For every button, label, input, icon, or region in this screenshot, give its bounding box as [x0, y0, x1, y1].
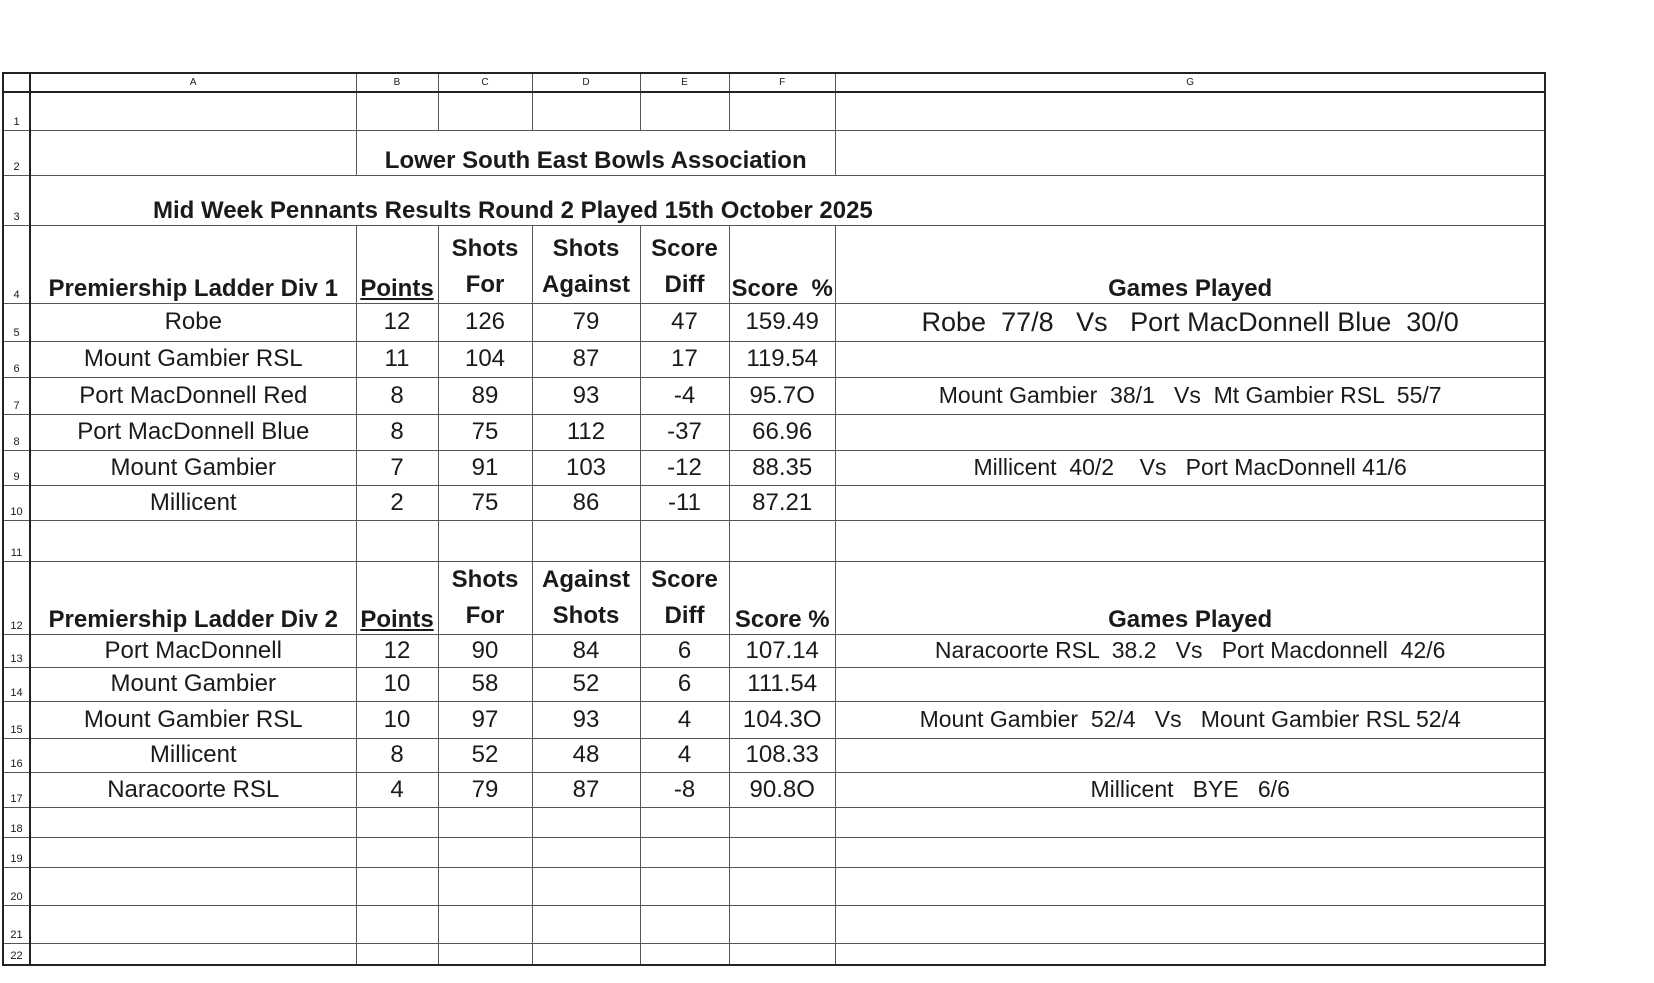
cell[interactable] — [835, 414, 1545, 450]
team-shots-for[interactable]: 97 — [438, 701, 532, 738]
column-header-g[interactable]: G — [835, 73, 1545, 92]
cell[interactable] — [438, 905, 532, 943]
cell[interactable] — [835, 905, 1545, 943]
cell[interactable] — [438, 807, 532, 837]
team-points[interactable]: 8 — [356, 738, 438, 772]
sheet-subtitle[interactable]: Mid Week Pennants Results Round 2 Played 15th October 2025 — [30, 175, 1545, 225]
team-points[interactable]: 8 — [356, 414, 438, 450]
team-name[interactable]: Millicent — [30, 485, 356, 520]
game-result[interactable]: Millicent 40/2 Vs Port MacDonnell 41/6 — [835, 450, 1545, 485]
column-header-e[interactable]: E — [640, 73, 729, 92]
div2-points-heading[interactable]: Points — [356, 561, 438, 634]
cell[interactable] — [729, 520, 835, 561]
row-header-4[interactable]: 4 — [3, 225, 30, 303]
team-shots-against[interactable]: 93 — [532, 377, 640, 414]
cell[interactable] — [532, 837, 640, 867]
team-score-pct[interactable]: 66.96 — [729, 414, 835, 450]
row-header-2[interactable]: 2 — [3, 130, 30, 175]
cell[interactable] — [30, 943, 356, 965]
cell[interactable] — [356, 943, 438, 965]
team-shots-for[interactable]: 91 — [438, 450, 532, 485]
team-shots-against[interactable]: 79 — [532, 303, 640, 341]
team-points[interactable]: 10 — [356, 701, 438, 738]
cell[interactable] — [729, 807, 835, 837]
sheet-title[interactable]: Lower South East Bowls Association — [356, 130, 835, 175]
row-header-10[interactable]: 10 — [3, 485, 30, 520]
team-score-pct[interactable]: 111.54 — [729, 667, 835, 701]
row-header-7[interactable]: 7 — [3, 377, 30, 414]
column-header-d[interactable]: D — [532, 73, 640, 92]
cell[interactable] — [640, 807, 729, 837]
team-points[interactable]: 4 — [356, 772, 438, 807]
cell[interactable] — [532, 905, 640, 943]
team-shots-for[interactable]: 75 — [438, 485, 532, 520]
team-name[interactable]: Robe — [30, 303, 356, 341]
team-points[interactable]: 8 — [356, 377, 438, 414]
team-points[interactable]: 10 — [356, 667, 438, 701]
team-name[interactable]: Port MacDonnell Blue — [30, 414, 356, 450]
team-shots-for[interactable]: 90 — [438, 634, 532, 667]
cell[interactable] — [438, 837, 532, 867]
heading-line: Shots — [552, 234, 620, 262]
team-points[interactable]: 7 — [356, 450, 438, 485]
team-score-diff[interactable]: -12 — [640, 450, 729, 485]
row-header-22[interactable]: 22 — [3, 943, 30, 965]
team-name[interactable]: Mount Gambier — [30, 450, 356, 485]
row-header-13[interactable]: 13 — [3, 634, 30, 667]
cell[interactable] — [640, 905, 729, 943]
column-header-c[interactable]: C — [438, 73, 532, 92]
team-score-diff[interactable]: -4 — [640, 377, 729, 414]
div1-score-pct-heading[interactable]: Score % — [729, 225, 835, 303]
cell[interactable] — [356, 807, 438, 837]
team-name[interactable]: Port MacDonnell Red — [30, 377, 356, 414]
team-score-pct[interactable]: 95.7O — [729, 377, 835, 414]
team-name[interactable]: Millicent — [30, 738, 356, 772]
cell[interactable] — [835, 867, 1545, 905]
column-header-f[interactable]: F — [729, 73, 835, 92]
team-score-pct[interactable]: 88.35 — [729, 450, 835, 485]
cell[interactable] — [438, 867, 532, 905]
team-shots-for[interactable]: 104 — [438, 341, 532, 377]
heading-line: For — [465, 270, 505, 298]
team-name[interactable]: Mount Gambier RSL — [30, 341, 356, 377]
team-name[interactable]: Naracoorte RSL — [30, 772, 356, 807]
team-points[interactable]: 11 — [356, 341, 438, 377]
cell[interactable] — [438, 943, 532, 965]
cell[interactable] — [640, 92, 729, 130]
div2-against-shots-heading[interactable] — [532, 561, 640, 634]
game-result[interactable]: Robe 77/8 Vs Port MacDonnell Blue 30/0 — [835, 303, 1545, 341]
row-header-18[interactable]: 18 — [3, 807, 30, 837]
cell[interactable] — [729, 837, 835, 867]
cell[interactable] — [835, 738, 1545, 772]
team-score-pct[interactable]: 159.49 — [729, 303, 835, 341]
row-header-3[interactable]: 3 — [3, 175, 30, 225]
div2-games-heading[interactable]: Games Played — [835, 561, 1545, 634]
team-shots-against[interactable]: 48 — [532, 738, 640, 772]
team-shots-against[interactable]: 52 — [532, 667, 640, 701]
team-shots-for[interactable]: 79 — [438, 772, 532, 807]
team-shots-against[interactable]: 87 — [532, 772, 640, 807]
spreadsheet-grid — [2, 72, 1546, 966]
team-score-diff[interactable]: 17 — [640, 341, 729, 377]
cell[interactable] — [835, 667, 1545, 701]
cell[interactable] — [729, 92, 835, 130]
div1-points-heading[interactable]: Points — [356, 225, 438, 303]
cell[interactable] — [729, 905, 835, 943]
team-shots-against[interactable]: 103 — [532, 450, 640, 485]
team-score-diff[interactable]: -11 — [640, 485, 729, 520]
team-score-pct[interactable]: 119.54 — [729, 341, 835, 377]
cell[interactable] — [356, 867, 438, 905]
cell[interactable] — [532, 807, 640, 837]
row-header-17[interactable]: 17 — [3, 772, 30, 807]
game-result[interactable]: Mount Gambier 52/4 Vs Mount Gambier RSL 52/4 — [835, 701, 1545, 738]
row-header-19[interactable]: 19 — [3, 837, 30, 867]
cell[interactable] — [835, 837, 1545, 867]
game-result[interactable]: Mount Gambier 38/1 Vs Mt Gambier RSL 55/7 — [835, 377, 1545, 414]
row-header-20[interactable]: 20 — [3, 867, 30, 905]
div1-shots-against-heading[interactable] — [532, 225, 640, 303]
team-score-diff[interactable]: -8 — [640, 772, 729, 807]
div2-ladder-heading[interactable]: Premiership Ladder Div 2 — [30, 561, 356, 634]
cell[interactable] — [835, 520, 1545, 561]
row-header-11[interactable]: 11 — [3, 520, 30, 561]
team-points[interactable]: 12 — [356, 303, 438, 341]
row-header-6[interactable]: 6 — [3, 341, 30, 377]
heading-line: Against — [541, 565, 630, 593]
row-header-12[interactable]: 12 — [3, 561, 30, 634]
team-name[interactable]: Mount Gambier — [30, 667, 356, 701]
team-score-pct[interactable]: 108.33 — [729, 738, 835, 772]
cell[interactable] — [356, 905, 438, 943]
heading-line: Shots — [451, 565, 519, 593]
team-score-pct[interactable]: 87.21 — [729, 485, 835, 520]
heading-line: Score — [651, 565, 718, 593]
cell[interactable] — [640, 520, 729, 561]
column-header-a[interactable]: A — [30, 73, 356, 92]
cell[interactable] — [532, 943, 640, 965]
row-header-5[interactable]: 5 — [3, 303, 30, 341]
team-shots-against[interactable]: 112 — [532, 414, 640, 450]
team-shots-against[interactable]: 93 — [532, 701, 640, 738]
game-result[interactable]: Millicent BYE 6/6 — [835, 772, 1545, 807]
cell[interactable] — [532, 92, 640, 130]
team-points[interactable]: 12 — [356, 634, 438, 667]
cell[interactable] — [30, 130, 356, 175]
div1-games-heading[interactable]: Games Played — [835, 225, 1545, 303]
column-header-b[interactable]: B — [356, 73, 438, 92]
team-score-pct[interactable]: 107.14 — [729, 634, 835, 667]
heading-line: Diff — [664, 270, 705, 298]
team-score-diff[interactable]: 6 — [640, 634, 729, 667]
row-header-14[interactable]: 14 — [3, 667, 30, 701]
cell[interactable] — [640, 943, 729, 965]
team-shots-for[interactable]: 75 — [438, 414, 532, 450]
row-header-16[interactable]: 16 — [3, 738, 30, 772]
team-score-pct[interactable]: 104.3O — [729, 701, 835, 738]
cell[interactable] — [835, 92, 1545, 130]
team-score-diff[interactable]: 4 — [640, 738, 729, 772]
div1-shots-for-heading[interactable] — [438, 225, 532, 303]
row-header-15[interactable]: 15 — [3, 701, 30, 738]
cell[interactable] — [30, 807, 356, 837]
team-score-diff[interactable]: 4 — [640, 701, 729, 738]
cell[interactable] — [30, 867, 356, 905]
game-result[interactable]: Naracoorte RSL 38.2 Vs Port Macdonnell 42/6 — [835, 634, 1545, 667]
heading-line: Shots — [451, 234, 519, 262]
row-header-21[interactable]: 21 — [3, 905, 30, 943]
team-shots-against[interactable]: 87 — [532, 341, 640, 377]
team-score-diff[interactable]: 47 — [640, 303, 729, 341]
cell[interactable] — [30, 92, 356, 130]
team-shots-against[interactable]: 84 — [532, 634, 640, 667]
row-header-9[interactable]: 9 — [3, 450, 30, 485]
cell[interactable] — [835, 130, 1545, 175]
heading-line: Diff — [664, 601, 705, 629]
cell[interactable] — [835, 485, 1545, 520]
cell[interactable] — [438, 92, 532, 130]
cell[interactable] — [438, 520, 532, 561]
cell[interactable] — [356, 837, 438, 867]
cell[interactable] — [640, 837, 729, 867]
div2-score-diff-heading[interactable] — [640, 561, 729, 634]
heading-line: For — [465, 601, 505, 629]
cell[interactable] — [532, 520, 640, 561]
heading-line: Score — [651, 234, 718, 262]
team-score-diff[interactable]: -37 — [640, 414, 729, 450]
div1-score-diff-heading[interactable] — [640, 225, 729, 303]
cell[interactable] — [30, 520, 356, 561]
cell[interactable] — [356, 520, 438, 561]
cell[interactable] — [356, 92, 438, 130]
cell[interactable] — [640, 867, 729, 905]
heading-line: Against — [541, 270, 630, 298]
team-shots-for[interactable]: 89 — [438, 377, 532, 414]
cell[interactable] — [30, 837, 356, 867]
cell[interactable] — [835, 807, 1545, 837]
team-name[interactable]: Port MacDonnell — [30, 634, 356, 667]
team-score-diff[interactable]: 6 — [640, 667, 729, 701]
div2-shots-for-heading[interactable] — [438, 561, 532, 634]
div2-score-pct-heading[interactable]: Score % — [729, 561, 835, 634]
team-shots-against[interactable]: 86 — [532, 485, 640, 520]
cell[interactable] — [532, 867, 640, 905]
cell[interactable] — [835, 341, 1545, 377]
row-header-1[interactable]: 1 — [3, 92, 30, 130]
team-shots-for[interactable]: 52 — [438, 738, 532, 772]
row-header-8[interactable]: 8 — [3, 414, 30, 450]
select-all-corner[interactable] — [3, 73, 30, 92]
div1-ladder-heading[interactable]: Premiership Ladder Div 1 — [30, 225, 356, 303]
cell[interactable] — [835, 943, 1545, 965]
cell[interactable] — [729, 867, 835, 905]
team-score-pct[interactable]: 90.8O — [729, 772, 835, 807]
cell[interactable] — [729, 943, 835, 965]
team-shots-for[interactable]: 126 — [438, 303, 532, 341]
team-points[interactable]: 2 — [356, 485, 438, 520]
heading-line: Shots — [552, 601, 620, 629]
team-name[interactable]: Mount Gambier RSL — [30, 701, 356, 738]
team-shots-for[interactable]: 58 — [438, 667, 532, 701]
cell[interactable] — [30, 905, 356, 943]
